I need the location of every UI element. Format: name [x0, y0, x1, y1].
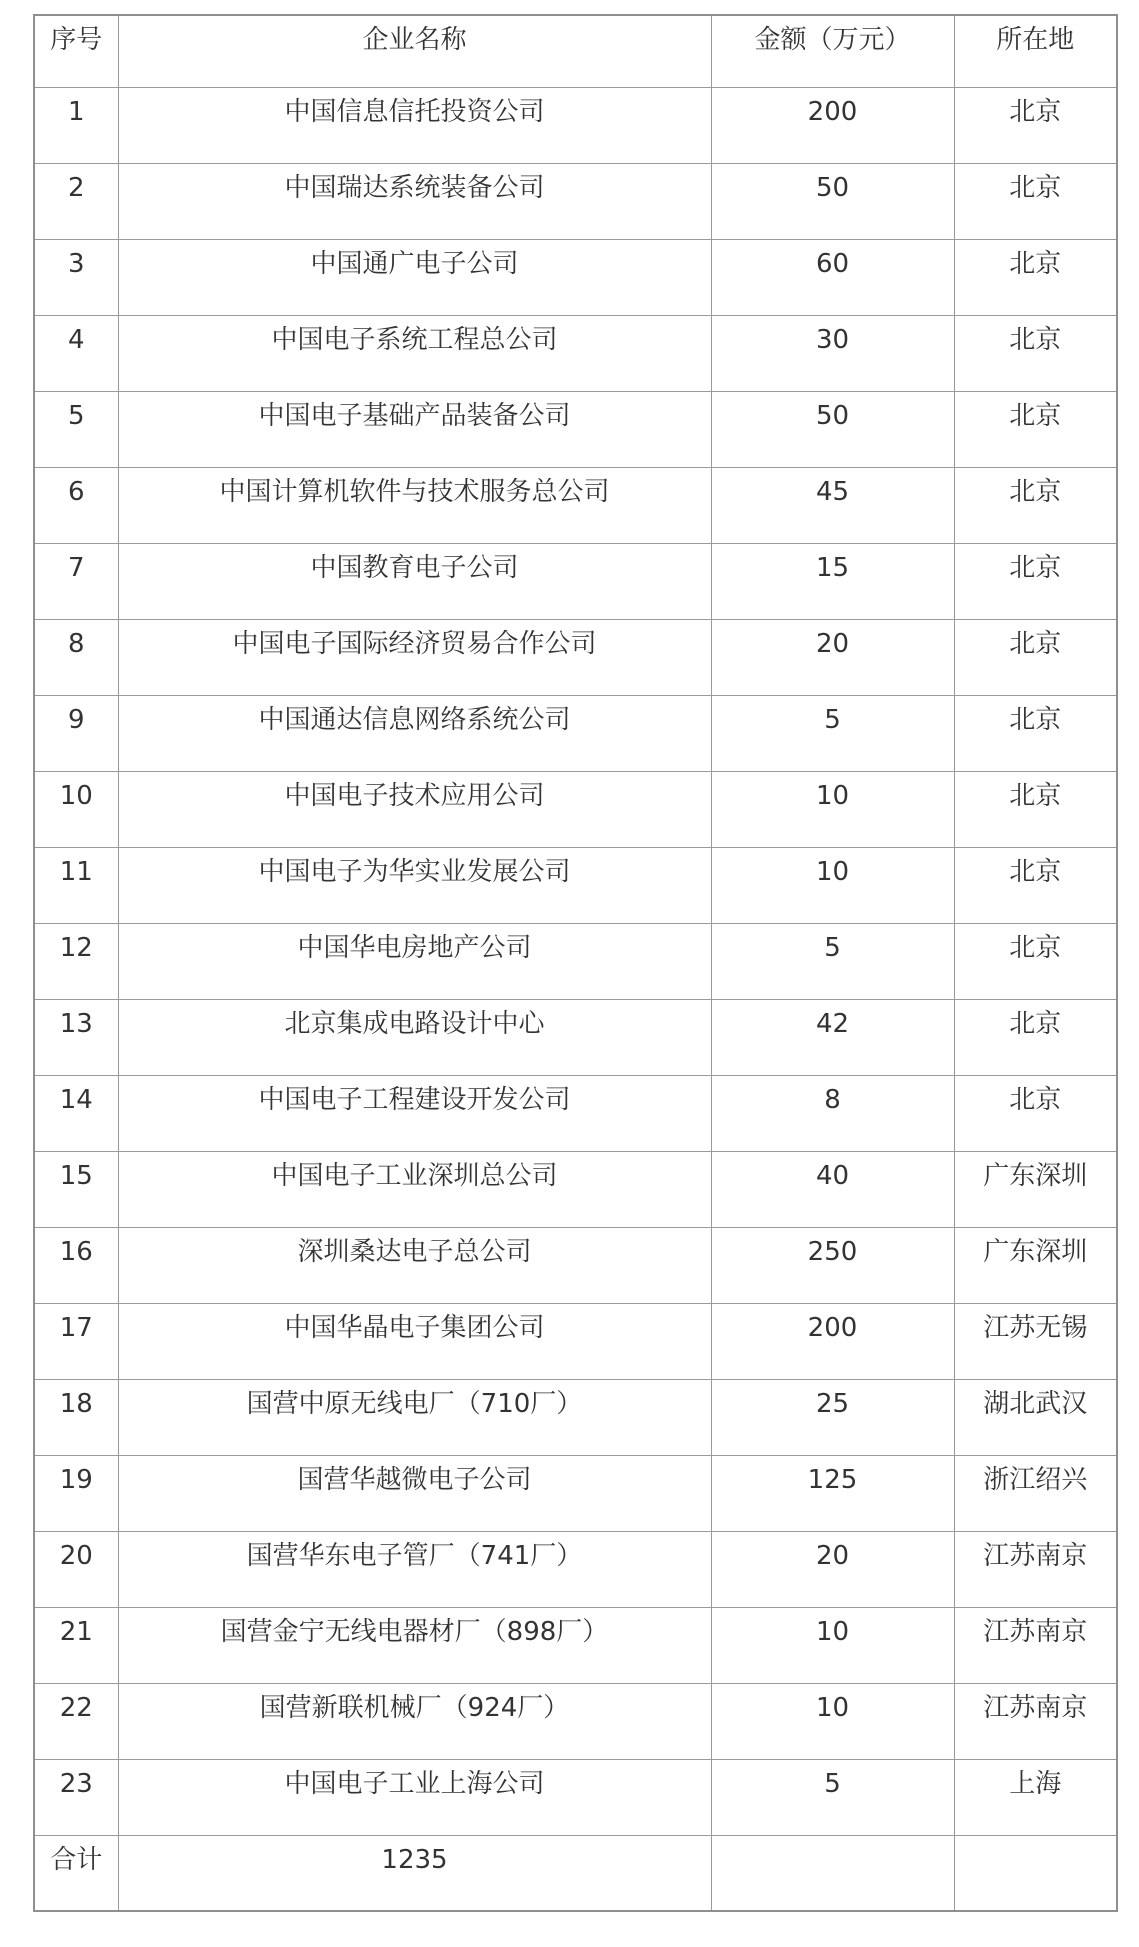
cell-seq: 5 [34, 391, 118, 467]
cell-seq: 9 [34, 695, 118, 771]
cell-location: 北京 [954, 239, 1117, 315]
table-row [34, 163, 1117, 239]
cell-seq: 12 [34, 923, 118, 999]
cell-location: 浙江绍兴 [954, 1455, 1117, 1531]
total-location-empty [954, 1835, 1117, 1911]
cell-location: 北京 [954, 391, 1117, 467]
cell-seq: 15 [34, 1151, 118, 1227]
cell-seq: 8 [34, 619, 118, 695]
table-row [34, 1759, 1117, 1835]
cell-seq: 2 [34, 163, 118, 239]
cell-amount: 200 [711, 87, 954, 163]
total-amount-empty [711, 1835, 954, 1911]
cell-name: 中国电子工程建设开发公司 [118, 1075, 711, 1151]
cell-seq: 11 [34, 847, 118, 923]
cell-seq: 1 [34, 87, 118, 163]
cell-location: 上海 [954, 1759, 1117, 1835]
cell-location: 北京 [954, 1075, 1117, 1151]
header-location: 所在地 [954, 15, 1117, 87]
cell-name: 中国电子为华实业发展公司 [118, 847, 711, 923]
cell-seq: 19 [34, 1455, 118, 1531]
cell-location: 北京 [954, 315, 1117, 391]
cell-seq: 13 [34, 999, 118, 1075]
cell-name: 国营新联机械厂（924厂） [118, 1683, 711, 1759]
cell-name: 中国计算机软件与技术服务总公司 [118, 467, 711, 543]
cell-name: 中国信息信托投资公司 [118, 87, 711, 163]
cell-seq: 17 [34, 1303, 118, 1379]
table-row [34, 1379, 1117, 1455]
cell-seq: 4 [34, 315, 118, 391]
table-row [34, 847, 1117, 923]
cell-amount: 40 [711, 1151, 954, 1227]
table-row [34, 1151, 1117, 1227]
table-row [34, 695, 1117, 771]
cell-location: 北京 [954, 695, 1117, 771]
cell-location: 北京 [954, 619, 1117, 695]
cell-name: 中国瑞达系统装备公司 [118, 163, 711, 239]
cell-location: 北京 [954, 999, 1117, 1075]
cell-seq: 14 [34, 1075, 118, 1151]
cell-amount: 42 [711, 999, 954, 1075]
header-name: 企业名称 [118, 15, 711, 87]
total-value: 1235 [118, 1835, 711, 1911]
cell-location: 江苏南京 [954, 1607, 1117, 1683]
cell-location: 北京 [954, 467, 1117, 543]
table-row [34, 87, 1117, 163]
cell-seq: 18 [34, 1379, 118, 1455]
total-label: 合计 [34, 1835, 118, 1911]
cell-amount: 30 [711, 315, 954, 391]
table-body [34, 87, 1117, 1835]
cell-amount: 50 [711, 163, 954, 239]
cell-seq: 20 [34, 1531, 118, 1607]
cell-seq: 3 [34, 239, 118, 315]
table-row [34, 239, 1117, 315]
cell-name: 国营华越微电子公司 [118, 1455, 711, 1531]
cell-name: 中国华电房地产公司 [118, 923, 711, 999]
cell-seq: 6 [34, 467, 118, 543]
cell-name: 国营华东电子管厂（741厂） [118, 1531, 711, 1607]
table-row [34, 543, 1117, 619]
cell-name: 中国电子工业上海公司 [118, 1759, 711, 1835]
cell-location: 广东深圳 [954, 1151, 1117, 1227]
cell-location: 北京 [954, 163, 1117, 239]
cell-name: 中国电子基础产品装备公司 [118, 391, 711, 467]
table-row [34, 1683, 1117, 1759]
cell-name: 国营金宁无线电器材厂（898厂） [118, 1607, 711, 1683]
cell-amount: 10 [711, 1607, 954, 1683]
cell-amount: 20 [711, 619, 954, 695]
cell-location: 北京 [954, 543, 1117, 619]
cell-amount: 60 [711, 239, 954, 315]
cell-amount: 10 [711, 1683, 954, 1759]
cell-name: 中国通达信息网络系统公司 [118, 695, 711, 771]
cell-location: 江苏南京 [954, 1531, 1117, 1607]
cell-location: 江苏无锡 [954, 1303, 1117, 1379]
cell-amount: 200 [711, 1303, 954, 1379]
cell-name: 中国电子工业深圳总公司 [118, 1151, 711, 1227]
table-row [34, 771, 1117, 847]
header-amount: 金额（万元） [711, 15, 954, 87]
cell-amount: 10 [711, 771, 954, 847]
cell-seq: 16 [34, 1227, 118, 1303]
cell-seq: 23 [34, 1759, 118, 1835]
cell-name: 深圳桑达电子总公司 [118, 1227, 711, 1303]
cell-amount: 5 [711, 695, 954, 771]
table-row [34, 1531, 1117, 1607]
cell-amount: 10 [711, 847, 954, 923]
header-seq: 序号 [34, 15, 118, 87]
cell-location: 北京 [954, 771, 1117, 847]
table-row [34, 391, 1117, 467]
table-row [34, 923, 1117, 999]
cell-amount: 50 [711, 391, 954, 467]
cell-amount: 25 [711, 1379, 954, 1455]
table-row [34, 1607, 1117, 1683]
cell-name: 中国教育电子公司 [118, 543, 711, 619]
cell-amount: 250 [711, 1227, 954, 1303]
table-row [34, 1303, 1117, 1379]
cell-amount: 45 [711, 467, 954, 543]
table-row [34, 619, 1117, 695]
cell-name: 北京集成电路设计中心 [118, 999, 711, 1075]
cell-name: 中国华晶电子集团公司 [118, 1303, 711, 1379]
table-row [34, 999, 1117, 1075]
table-row [34, 1455, 1117, 1531]
cell-name: 中国电子系统工程总公司 [118, 315, 711, 391]
cell-seq: 21 [34, 1607, 118, 1683]
table-row [34, 1227, 1117, 1303]
cell-name: 中国通广电子公司 [118, 239, 711, 315]
cell-amount: 5 [711, 923, 954, 999]
total-row [34, 1835, 1117, 1911]
cell-amount: 5 [711, 1759, 954, 1835]
enterprise-investment-table [33, 14, 1118, 1912]
cell-name: 中国电子技术应用公司 [118, 771, 711, 847]
cell-location: 北京 [954, 923, 1117, 999]
table-row [34, 315, 1117, 391]
cell-location: 广东深圳 [954, 1227, 1117, 1303]
cell-seq: 10 [34, 771, 118, 847]
cell-location: 湖北武汉 [954, 1379, 1117, 1455]
cell-amount: 125 [711, 1455, 954, 1531]
cell-amount: 8 [711, 1075, 954, 1151]
table-row [34, 467, 1117, 543]
table-row [34, 1075, 1117, 1151]
cell-seq: 7 [34, 543, 118, 619]
cell-location: 北京 [954, 847, 1117, 923]
cell-amount: 20 [711, 1531, 954, 1607]
cell-location: 江苏南京 [954, 1683, 1117, 1759]
table-header-row [34, 15, 1117, 87]
cell-amount: 15 [711, 543, 954, 619]
cell-seq: 22 [34, 1683, 118, 1759]
cell-location: 北京 [954, 87, 1117, 163]
cell-name: 中国电子国际经济贸易合作公司 [118, 619, 711, 695]
cell-name: 国营中原无线电厂（710厂） [118, 1379, 711, 1455]
table-container [33, 14, 1116, 1912]
